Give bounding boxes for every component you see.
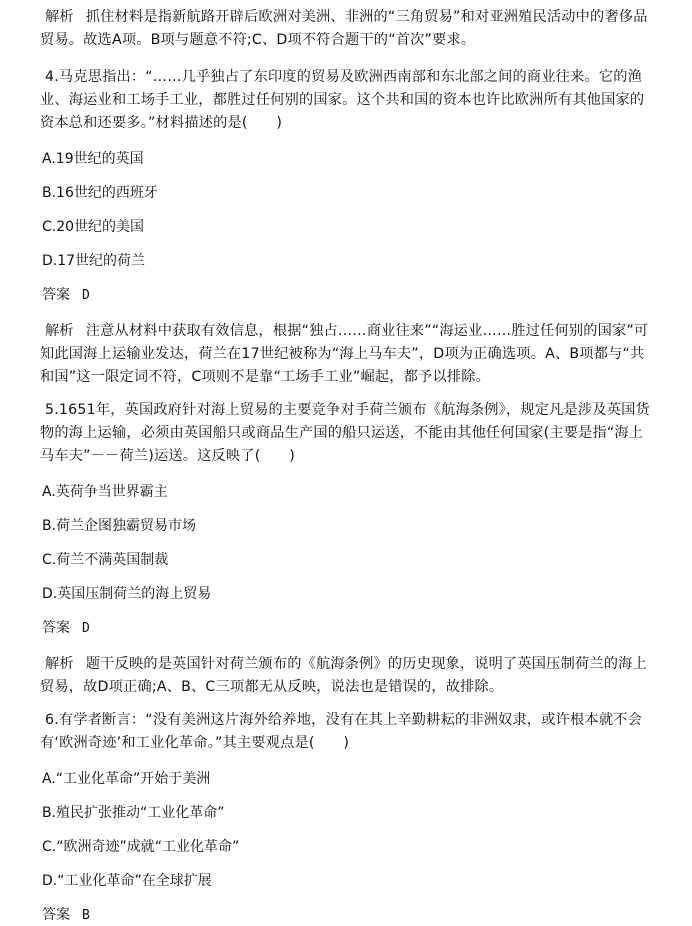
option-a: A.“工业化革命”开始于美洲: [42, 771, 211, 787]
option-b: B.荷兰企图独霸贸易市场: [42, 518, 197, 534]
analysis-label: 解析: [45, 656, 74, 672]
analysis-paragraph: [40, 320, 652, 389]
question-6: 6.有学者断言：“没有美洲这片海外给养地，没有在其上辛勤耕耘的非洲奴隶，或许根本就不会有‘欧洲奇迹’和工业化革命。”其主要观点是( ): [40, 712, 642, 751]
answer-label: 答案: [42, 620, 70, 636]
option-d: D.“工业化革命”在全球扩展: [42, 873, 212, 889]
option-d: D.17世纪的荷兰: [42, 253, 146, 269]
answer-value: B: [82, 908, 90, 923]
question-5: 5.1651年，英国政府针对海上贸易的主要竞争对手荷兰颁布《航海条例》，规定凡是涉及英国货物的海上运输，必须由英国船只或商品生产国的船只运送，不能由其他任何国家(主要是指“海上马车夫”－－荷兰)运送。这反映了( ): [40, 402, 650, 464]
option-c: C.20世纪的美国: [42, 219, 145, 235]
option-a: A.19世纪的英国: [42, 151, 144, 167]
analysis-text: 题干反映的是英国针对荷兰颁布的《航海条例》的历史现象，说明了英国压制荷兰的海上贸易，故D项正确;A、B、C三项都无从反映，说法也是错误的，故排除。: [40, 656, 647, 695]
answer-line: [40, 285, 652, 306]
answer-label: 答案: [42, 907, 70, 923]
analysis-label: 解析: [45, 9, 74, 25]
option-c: C.荷兰不满英国制裁: [42, 552, 169, 568]
answer-value: D: [82, 288, 90, 303]
option-b: B.16世纪的西班牙: [42, 185, 158, 201]
analysis-paragraph: [40, 6, 652, 52]
option-c: C.“欧洲奇迹”成就“工业化革命”: [42, 839, 240, 855]
question-4: 4.马克思指出：“……几乎独占了东印度的贸易及欧洲西南部和东北部之间的商业往来。它的渔业、海运业和工场手工业，都胜过任何别的国家。这个共和国的资本也许比欧洲所有其他国家的资本总和还要多。”材料描述的是( ): [40, 69, 645, 131]
analysis-text: 抓住材料是指新航路开辟后欧洲对美洲、非洲的“三角贸易”和对亚洲殖民活动中的奢侈品贸易。故选A项。B项与题意不符;C、D项不符合题干的“首次”要求。: [40, 9, 648, 48]
analysis-text: 注意从材料中获取有效信息，根据“独占……商业往来”“海运业……胜过任何别的国家”可知此国海上运输业发达，荷兰在17世纪被称为“海上马车夫”，D项为正确选项。A、B项都与“共和国”这一限定词不符，C项则不是靠“工场手工业”崛起，都予以排除。: [40, 323, 649, 385]
answer-label: 答案: [42, 287, 70, 303]
analysis-paragraph: [40, 653, 652, 699]
option-d: D.英国压制荷兰的海上贸易: [42, 586, 212, 602]
option-a: A.英荷争当世界霸主: [42, 484, 168, 500]
answer-value: D: [82, 621, 90, 636]
answer-line: [40, 618, 652, 639]
option-b: B.殖民扩张推动“工业化革命”: [42, 805, 225, 821]
analysis-label: 解析: [45, 323, 74, 339]
answer-line: [40, 905, 652, 926]
